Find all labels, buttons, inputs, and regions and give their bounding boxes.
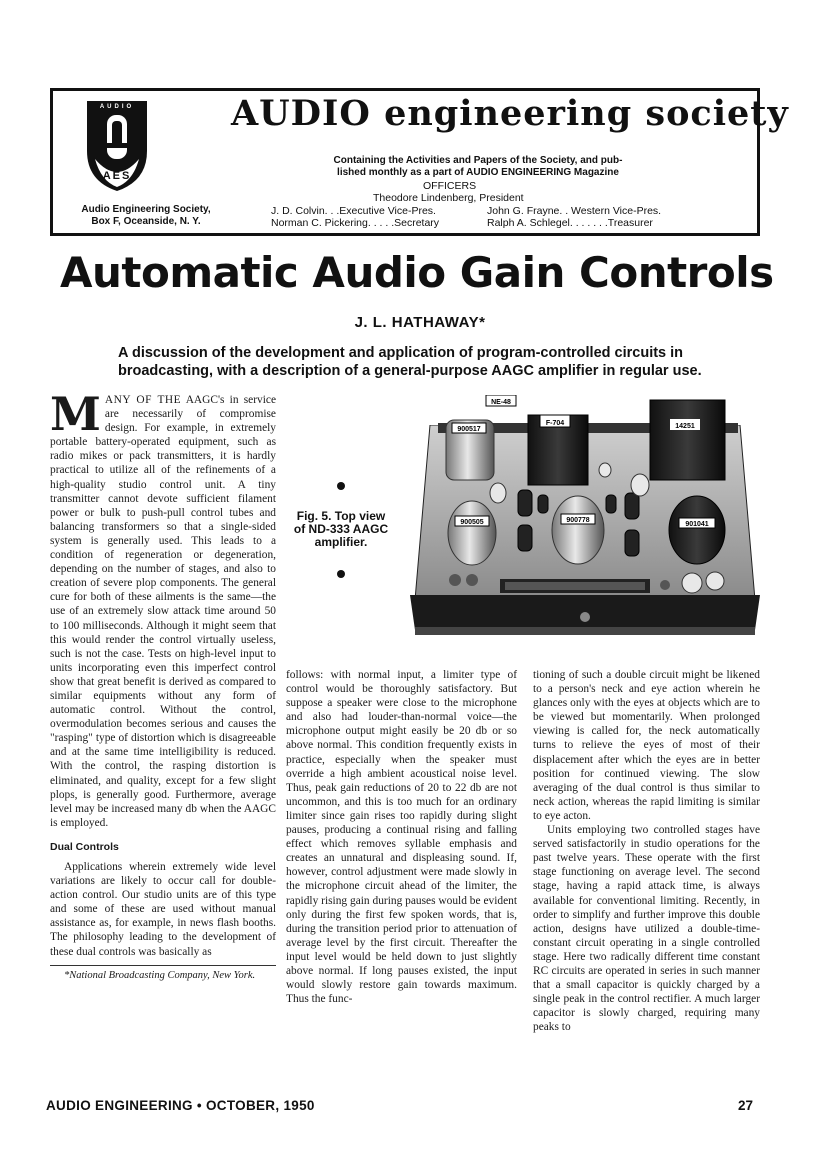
- footnote: *National Broadcasting Company, New York.: [50, 965, 276, 982]
- label-901041: 901041: [685, 521, 709, 528]
- amplifier-photo: [410, 395, 760, 650]
- page-number: 27: [738, 1098, 754, 1113]
- paragraph: MANY OF THE AAGC's in service are necessarily of compromise design. For example, in extremely portable battery-operated equipment, such as radio mikes or pack transmitters, it is hardly practical to utilize all of the refinements of a high-quality studio control unit. A tiny transmitter cannot devote sufficient filament power or bulk to push-pull control tubes and balancing transformers so that a single-sided system is generally used. This leads to a condition of regeneration or degeneration, depending on the number of stages, and also to creation of severe plop components. The general cure for both of these ailments is the same—the use of an extremely slow attack time around 50 to 100 milliseconds. Although it might seem that this would render the control virtually useless, such is not the case. Tests on high-level input to units incorporating even this imperfect control show that great benefit is derived as compared to similar equipments without any form of automatic control. Without the control, overmodulation becomes serious and causes the "rasping" type of distortion which is disagreeable and at the same time intelligibility is reduced. With the control, the rasping distortion is eliminated, and quality, except for a few slight plops, is generally good. Furthermore, average level may be increased many db when the AAGC is employed.: [50, 387, 276, 829]
- officers-heading: OFFICERS: [423, 180, 477, 192]
- svg-text:AUDIO: AUDIO: [99, 104, 135, 110]
- society-header-box: [50, 88, 789, 236]
- text-column-1: [50, 387, 276, 982]
- paragraph: tioning of such a double circuit might be likened to a person's neck and eye action wherein he glances only with the eyes at objects which are to be viewed but momentarily. When prolonged viewing is called for, the neck automatically turns to relieve the eyes of most of their displacement after which the eyes are in better position for continued viewing. The slow averaging of the dual control is thus similar to neck action, whereas the rapid limiting is similar to eye acton.: [533, 669, 760, 822]
- officer-treasurer: Ralph A. Schlegel. . . . . . .Treasurer: [487, 217, 653, 229]
- article-title: Automatic Audio Gain Controls: [60, 248, 774, 297]
- label-900505: 900505: [460, 519, 484, 526]
- paragraph: Applications wherein extremely wide level variations are likely to occur call for double-action control. Our studio units are of this type and some of these are used without manual assistance as, for example, in news flash booths. The philosophy leading to the development of these dual controls was basically as: [50, 861, 276, 958]
- section-heading: Dual Controls: [50, 840, 119, 853]
- label-f704: F-704: [545, 420, 565, 427]
- lead-words: ANY OF THE: [104, 394, 182, 406]
- society-description: Containing the Activities and Papers of the Society, and pub- lished monthly as a part of AUDIO ENGINEERING Magazine: [333, 155, 623, 178]
- svg-text:AES: AES: [102, 170, 132, 182]
- society-address: Audio Engineering Society, Box F, Oceanside, N. Y.: [81, 204, 211, 227]
- journal-footer: AUDIO ENGINEERING • OCTOBER, 1950: [46, 1098, 315, 1113]
- text-column-2: [286, 668, 517, 1006]
- label-ne48: NE-48: [491, 399, 511, 406]
- figure-caption: Fig. 5. Top view of ND-333 AAGC amplifier.: [293, 509, 389, 549]
- caption-bullet-top: [337, 482, 345, 490]
- officer-exec-vp: J. D. Colvin. . .Executive Vice-Pres.: [271, 205, 436, 217]
- label-900778: 900778: [566, 517, 590, 524]
- aes-emblem-logo: [85, 99, 149, 193]
- label-900517: 900517: [457, 426, 481, 433]
- drop-cap: M: [50, 387, 101, 441]
- paragraph: Units employing two controlled stages have served satisfactorily in studio operations for the past twelve years. These operate with the first stage functioning on average level. The second stage, having a rapid attack time, is always available for conventional limiting. Recently, in order to simplify and further improve this double action, designs have utilized a double-time-constant circuit operating in a single controlled stage. Here two radically different time constant RC circuits are operated in series in such manner that a small capacitor is quickly charged by a single peak in the control rectifier. A much larger capacitor is slowly charged, requiring many peaks to: [533, 824, 760, 1034]
- text-column-3: [533, 668, 760, 1034]
- caption-bullet-bottom: [337, 570, 345, 578]
- article-author: J. L. HATHAWAY*: [354, 314, 486, 331]
- paragraph: follows: with normal input, a limiter type of control would be thoroughly satisfactory. But suppose a speaker were close to the microphone and also had louder-than-normal voice—the microphone output might easily be 20 db or so above normal. This condition frequently exists in practice, especially when the speaker must override a high ambient acoustical noise level. Thus, peak gain reductions of 20 to 22 db are not uncommon, and this is too much for an ordinary limiter since gain rises too rapidly during slight pauses, producing a continual rising and falling effect which removes syllable emphasis and creates an unnatural and displeasing sound. If, however, control adjustment were made slowly in the microphone circuit ahead of the limiter, the rapidly rising gain during pauses would be evident only during the first few spoken words, that is, during the transition period prior to attenuation of average level by the first circuit. Thereafter the input level would be held down to just slightly above normal. If long pauses existed, the input would slowly restore gain towards maximum. Thus the func-: [286, 669, 517, 1006]
- president-line: Theodore Lindenberg, President: [373, 192, 524, 204]
- society-title: AUDIO engineering society: [231, 93, 789, 134]
- officer-western-vp: John G. Frayne. . Western Vice-Pres.: [487, 205, 662, 217]
- article-subtitle: A discussion of the development and application of program-controlled circuits in broadcasting, with a description of a general-purpose AAGC amplifier in regular use.: [118, 345, 702, 379]
- label-14251: 14251: [675, 423, 695, 430]
- officer-secretary: Norman C. Pickering. . . . .Secretary: [271, 217, 440, 229]
